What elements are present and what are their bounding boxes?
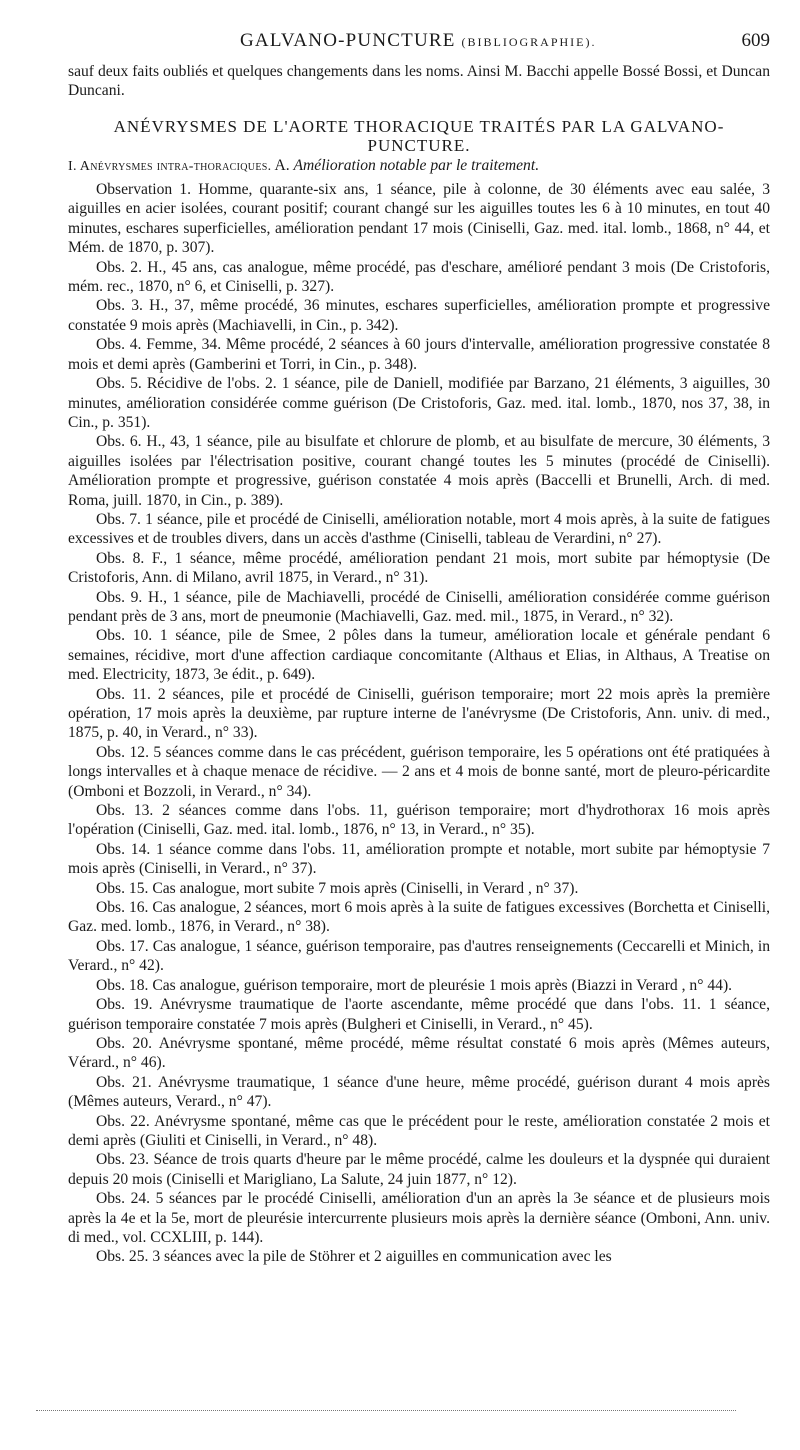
observation-paragraph bbox=[68, 1247, 770, 1266]
observation-label: Obs. 7. bbox=[96, 510, 141, 528]
observation-paragraph bbox=[68, 1034, 770, 1073]
observation-text: Récidive de l'obs. 2. 1 séance, pile de Daniell, modifiée par Barzano, 21 éléments, 3 aiguilles, 30 minutes, amélioration considérée comme guérison (De Cristoforis, Gaz. med. ital. lomb., 1870, nos 37, 38, in Cin., p. 351). bbox=[68, 375, 770, 431]
observation-paragraph bbox=[68, 1150, 770, 1189]
subsection-letter: A. bbox=[274, 156, 290, 174]
observation-label: Obs. 25. bbox=[96, 1248, 149, 1266]
observation-paragraph bbox=[68, 588, 770, 627]
observation-paragraph bbox=[68, 335, 770, 374]
subsection-label: I. Anévrysmes intra-thoraciques. bbox=[68, 158, 272, 174]
observation-paragraph bbox=[68, 1189, 770, 1247]
observation-text: 3 séances avec la pile de Stöhrer et 2 aiguilles en communication avec les bbox=[152, 1248, 612, 1266]
observation-paragraph bbox=[68, 879, 770, 898]
observation-label: Obs. 23. bbox=[96, 1151, 149, 1169]
observation-text: H., 37, même procédé, 36 minutes, eschares superficielles, amélioration prompte et progressive constatée 9 mois après (Machiavelli, in Cin., p. 342). bbox=[68, 297, 770, 334]
observation-text: Séance de trois quarts d'heure par le même procédé, calme les douleurs et la dyspnée qui duraient depuis 20 mois (Ciniselli et Marigliano, La Salute, 24 juin 1877, n° 12). bbox=[68, 1151, 770, 1188]
observation-paragraph bbox=[68, 1073, 770, 1112]
observation-text: H., 43, 1 séance, pile au bisulfate et chlorure de plomb, et au bisulfate de mercure, 30 éléments, 3 aiguilles isolées par l'électrisation positive, courant changé toutes les 5 minutes (procédé de Ciniselli). Amélioration prompte et progressive, guérison constatée 4 mois après (Baccelli et Brunelli, Arch. di med. Roma, juill. 1870, in Cin., p. 389). bbox=[68, 433, 770, 509]
page-number: 609 bbox=[741, 30, 770, 51]
observation-label: Obs. 21. bbox=[96, 1073, 152, 1091]
observation-label: Obs. 3. bbox=[96, 297, 143, 315]
observation-label: Obs. 13. bbox=[96, 802, 154, 820]
page-body bbox=[68, 62, 770, 1267]
observation-text: Homme, quarante-six ans, 1 séance, pile à colonne, de 30 éléments avec eau salée, 3 aiguilles en acier isolées, courant positif; courant changé sur les aiguilles toutes les 6 à 10 minutes, en tout 40 minutes, eschares superficielles, amélioration pendant 17 mois (Ciniselli, Gaz. med. ital. lomb., 1868, n° 44, et Mém. de 1870, p. 307). bbox=[68, 181, 771, 257]
observation-text: Cas analogue, 2 séances, mort 6 mois après à la suite de fatigues excessives (Borchetta et Ciniselli, Gaz. med. lomb., 1876, in Verard., n° 38). bbox=[68, 899, 770, 936]
observation-text: 2 séances comme dans l'obs. 11, guérison temporaire; mort d'hydrothorax 16 mois après l'opération (Ciniselli, Gaz. med. ital. lomb., 1876, n° 13, in Verard., n° 35). bbox=[68, 802, 770, 839]
observation-text: 1 séance, pile et procédé de Ciniselli, amélioration notable, mort 4 mois après, à la suite de fatigues excessives et de troubles divers, dans un accès d'asthme (Ciniselli, tableau de Verardini, n° 27). bbox=[68, 510, 771, 548]
observation-text: 5 séances comme dans le cas précédent, guérison temporaire, les 5 opérations ont été pratiquées à longs intervalles et à chaque menace de récidive. — 2 ans et 4 mois de bonne santé, mort de pleuro-péricardite (Omboni et Bozzoli, in Verard., n° 34). bbox=[68, 743, 770, 800]
observation-paragraph bbox=[68, 549, 770, 588]
observation-text: Femme, 34. Même procédé, 2 séances à 60 jours d'intervalle, amélioration progressive constatée 8 mois et demi après (Gamberini et Torri, in Cin., p. 348). bbox=[68, 336, 770, 373]
observation-text: Cas analogue, mort subite 7 mois après (Ciniselli, in Verard , n° 37). bbox=[152, 879, 579, 897]
observation-paragraph bbox=[68, 801, 770, 840]
observation-paragraph bbox=[68, 743, 770, 801]
intro-paragraph: sauf deux faits oubliés et quelques changements dans les noms. Ainsi M. Bacchi appelle Bossé Bossi, et Duncan Duncani. bbox=[68, 63, 770, 100]
observation-text: H., 1 séance, pile de Machiavelli, procédé de Ciniselli, amélioration considérée comme guérison pendant près de 3 ans, mort de pneumonie (Machiavelli, Gaz. med. mil., 1875, in Verard., n° 32). bbox=[68, 588, 771, 625]
observation-text: 1 séance comme dans l'obs. 11, amélioration prompte et notable, mort subite par hémoptysie 7 mois après (Ciniselli, in Verard., n° 37). bbox=[68, 840, 770, 878]
observation-text: Anévrysme spontané, même procédé, même résultat constaté 6 mois après (Mêmes auteurs, Vérard., n° 46). bbox=[68, 1034, 770, 1072]
observation-paragraph bbox=[68, 995, 770, 1034]
observation-text: 2 séances, pile et procédé de Ciniselli, guérison temporaire; mort 22 mois après la première opération, 17 mois après la deuxième, par rupture interne de l'anévrysme (De Cristoforis, Ann. univ. di med., 1875, p. 40, in Verard., n° 33). bbox=[68, 685, 771, 742]
observation-label: Obs. 4. bbox=[96, 336, 142, 354]
observation-paragraph bbox=[68, 1112, 770, 1151]
observation-label: Obs. 8. bbox=[96, 549, 145, 567]
observation-text: H., 45 ans, cas analogue, même procédé, pas d'eschare, amélioré pendant 3 mois (De Cristoforis, mém. rec., 1870, n° 6, et Ciniselli, p. 327). bbox=[68, 258, 770, 296]
observation-label: Obs. 24. bbox=[96, 1190, 151, 1208]
observation-paragraph bbox=[68, 898, 770, 937]
observation-label: Obs. 2. bbox=[96, 258, 142, 276]
observation-text: Anévrysme traumatique, 1 séance d'une heure, même procédé, guérison durant 4 mois après (Mêmes auteurs, Verard., n° 47). bbox=[68, 1073, 770, 1111]
observation-label: Obs. 14. bbox=[96, 840, 151, 858]
subsection-title: Amélioration notable par le traitement. bbox=[293, 156, 540, 174]
observation-paragraph bbox=[68, 937, 770, 976]
observation-label: Obs. 22. bbox=[96, 1112, 150, 1130]
observation-paragraph bbox=[68, 976, 770, 995]
observation-paragraph bbox=[68, 626, 770, 684]
observation-label: Obs. 6. bbox=[96, 433, 142, 451]
running-title-sub: (BIBLIOGRAPHIE). bbox=[461, 35, 597, 49]
observation-label: Obs. 10. bbox=[96, 627, 153, 645]
observation-paragraph bbox=[68, 374, 770, 432]
running-title-main: GALVANO-PUNCTURE bbox=[240, 30, 456, 51]
observation-label: Obs. 11. bbox=[96, 685, 151, 703]
observation-label: Obs. 19. bbox=[96, 996, 153, 1014]
observations-list bbox=[68, 180, 770, 1267]
observation-paragraph bbox=[68, 258, 770, 297]
observation-text: 5 séances par le procédé Ciniselli, amélioration d'un an après la 3e séance et de plusieurs mois après la 4e et la 5e, mort de pleurésie intercurrente plusieurs mois après la dernière séance (Omboni, Ann. univ. di med., vol. CCXLIII, p. 144). bbox=[68, 1190, 770, 1246]
observation-paragraph bbox=[68, 510, 770, 549]
observation-label: Obs. 17. bbox=[96, 937, 149, 955]
observation-paragraph bbox=[68, 296, 770, 335]
running-title bbox=[240, 30, 597, 52]
observation-label: Obs. 9. bbox=[96, 588, 143, 606]
section-title: ANÉVRYSMES DE L'AORTE THORACIQUE TRAITÉS PAR LA GALVANO-PUNCTURE. bbox=[113, 116, 725, 156]
observation-text: Anévrysme spontané, même cas que le précédent pour le reste, amélioration constatée 2 mois et demi après (Giuliti et Ciniselli, in Verard., n° 48). bbox=[68, 1112, 770, 1149]
running-header bbox=[90, 30, 770, 56]
observation-text: Anévrysme traumatique de l'aorte ascendante, même procédé que dans l'obs. 11. 1 séance, guérison temporaire constatée 7 mois après (Bulgheri et Ciniselli, in Verard., n° 45). bbox=[68, 996, 770, 1033]
observation-text: F., 1 séance, même procédé, amélioration pendant 21 mois, mort subite par hémoptysie (De Cristoforis, Ann. di Milano, avril 1875, in Verard., n° 31). bbox=[68, 549, 770, 587]
footer-rule bbox=[36, 1410, 736, 1411]
observation-paragraph bbox=[68, 685, 770, 743]
observation-label: Obs. 20. bbox=[96, 1034, 153, 1052]
observation-label: Obs. 5. bbox=[96, 375, 142, 393]
observation-label: Obs. 16. bbox=[96, 899, 149, 917]
observation-text: Cas analogue, 1 séance, guérison temporaire, pas d'autres renseignements (Ceccarelli et Minich, in Verard., n° 42). bbox=[68, 937, 771, 975]
observation-label: Obs. 18. bbox=[96, 976, 149, 994]
observation-text: 1 séance, pile de Smee, 2 pôles dans la tumeur, amélioration locale et générale pendant 6 semaines, récidive, mort d'une affection cardiaque concomitante (Althaus et Elias, in Althaus, A Treatise on med. Electricity, 1873, 3e édit., p. 649). bbox=[68, 627, 770, 684]
observation-paragraph bbox=[68, 180, 770, 258]
observation-label: Obs. 12. bbox=[96, 743, 149, 761]
observation-text: Cas analogue, guérison temporaire, mort de pleurésie 1 mois après (Biazzi in Verard , n° 44). bbox=[152, 976, 733, 994]
observation-label: Obs. 15. bbox=[96, 879, 149, 897]
observation-paragraph bbox=[68, 840, 770, 879]
observation-label: Observation 1. bbox=[96, 181, 192, 199]
subsection-heading bbox=[68, 156, 770, 176]
observation-paragraph bbox=[68, 432, 770, 510]
